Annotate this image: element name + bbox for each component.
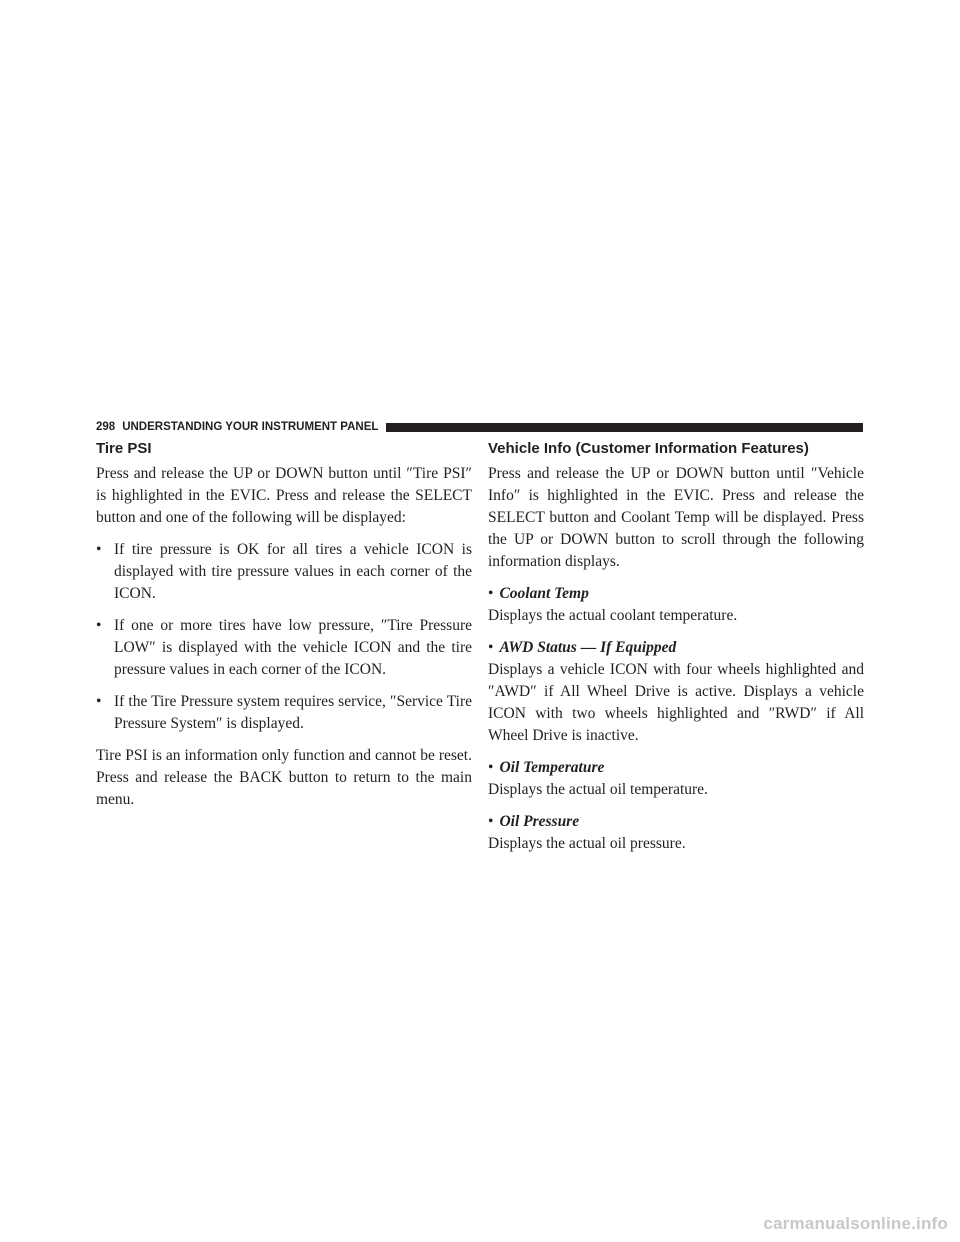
- feature-description: Displays the actual oil pressure.: [488, 835, 686, 852]
- watermark-text: carmanualsonline.info: [763, 1214, 948, 1233]
- bullet-icon: •: [96, 617, 102, 634]
- feature-oil-temperature: [488, 757, 864, 801]
- bullet-icon: •: [96, 541, 102, 558]
- feature-description: Displays a vehicle ICON with four wheels highlighted and ″AWD″ if All Wheel Drive is active. Displays a vehicle ICON with two wheels highlighted and ″RWD″ if All Wheel Drive is inactive.: [488, 661, 864, 744]
- left-column: [96, 440, 472, 811]
- list-item-text: If the Tire Pressure system requires service, ″Service Tire Pressure System″ is displayed.: [114, 693, 472, 732]
- feature-description: Displays the actual coolant temperature.: [488, 607, 738, 624]
- bullet-icon: •: [96, 693, 102, 710]
- feature-term: Oil Temperature: [499, 759, 605, 776]
- vehicle-info-heading: Vehicle Info (Customer Information Features): [488, 440, 809, 457]
- bullet-icon: •: [488, 585, 494, 602]
- right-column: [488, 440, 864, 855]
- tire-psi-heading: Tire PSI: [96, 440, 152, 457]
- list-item-text: If one or more tires have low pressure, ″Tire Pressure LOW″ is displayed with the vehicle ICON and the tire pressure values in each corner of the ICON.: [114, 617, 472, 678]
- section-title: UNDERSTANDING YOUR INSTRUMENT PANEL: [122, 421, 379, 433]
- feature-term: AWD Status — If Equipped: [499, 639, 677, 656]
- feature-term: Coolant Temp: [499, 585, 589, 602]
- feature-awd-status: [488, 637, 864, 747]
- header-rule: [386, 423, 863, 432]
- bullet-icon: •: [488, 759, 494, 776]
- list-item: [96, 615, 472, 681]
- page-header: [96, 419, 863, 435]
- tire-psi-closing: Tire PSI is an information only function and cannot be reset. Press and release the BACK button to return to the main menu.: [96, 747, 472, 808]
- tire-psi-intro: Press and release the UP or DOWN button until ″Tire PSI″ is highlighted in the EVIC. Press and release the SELECT button and one of the following will be displayed:: [96, 465, 472, 526]
- bullet-icon: •: [488, 639, 494, 656]
- page-number: 298: [96, 421, 116, 433]
- list-item: [96, 539, 472, 605]
- feature-coolant-temp: [488, 583, 864, 627]
- feature-description: Displays the actual oil temperature.: [488, 781, 708, 798]
- tire-psi-bullet-list: [96, 539, 472, 735]
- vehicle-info-intro: Press and release the UP or DOWN button until ″Vehicle Info″ is highlighted in the EVIC. Press and release the SELECT button and Coolant Temp will be displayed. Press the UP or DOWN button to scroll through the following information displays.: [488, 465, 864, 570]
- feature-term: Oil Pressure: [499, 813, 580, 830]
- list-item-text: If tire pressure is OK for all tires a vehicle ICON is displayed with tire pressure values in each corner of the ICON.: [114, 541, 472, 602]
- list-item: [96, 691, 472, 735]
- bullet-icon: •: [488, 813, 494, 830]
- feature-oil-pressure: [488, 811, 864, 855]
